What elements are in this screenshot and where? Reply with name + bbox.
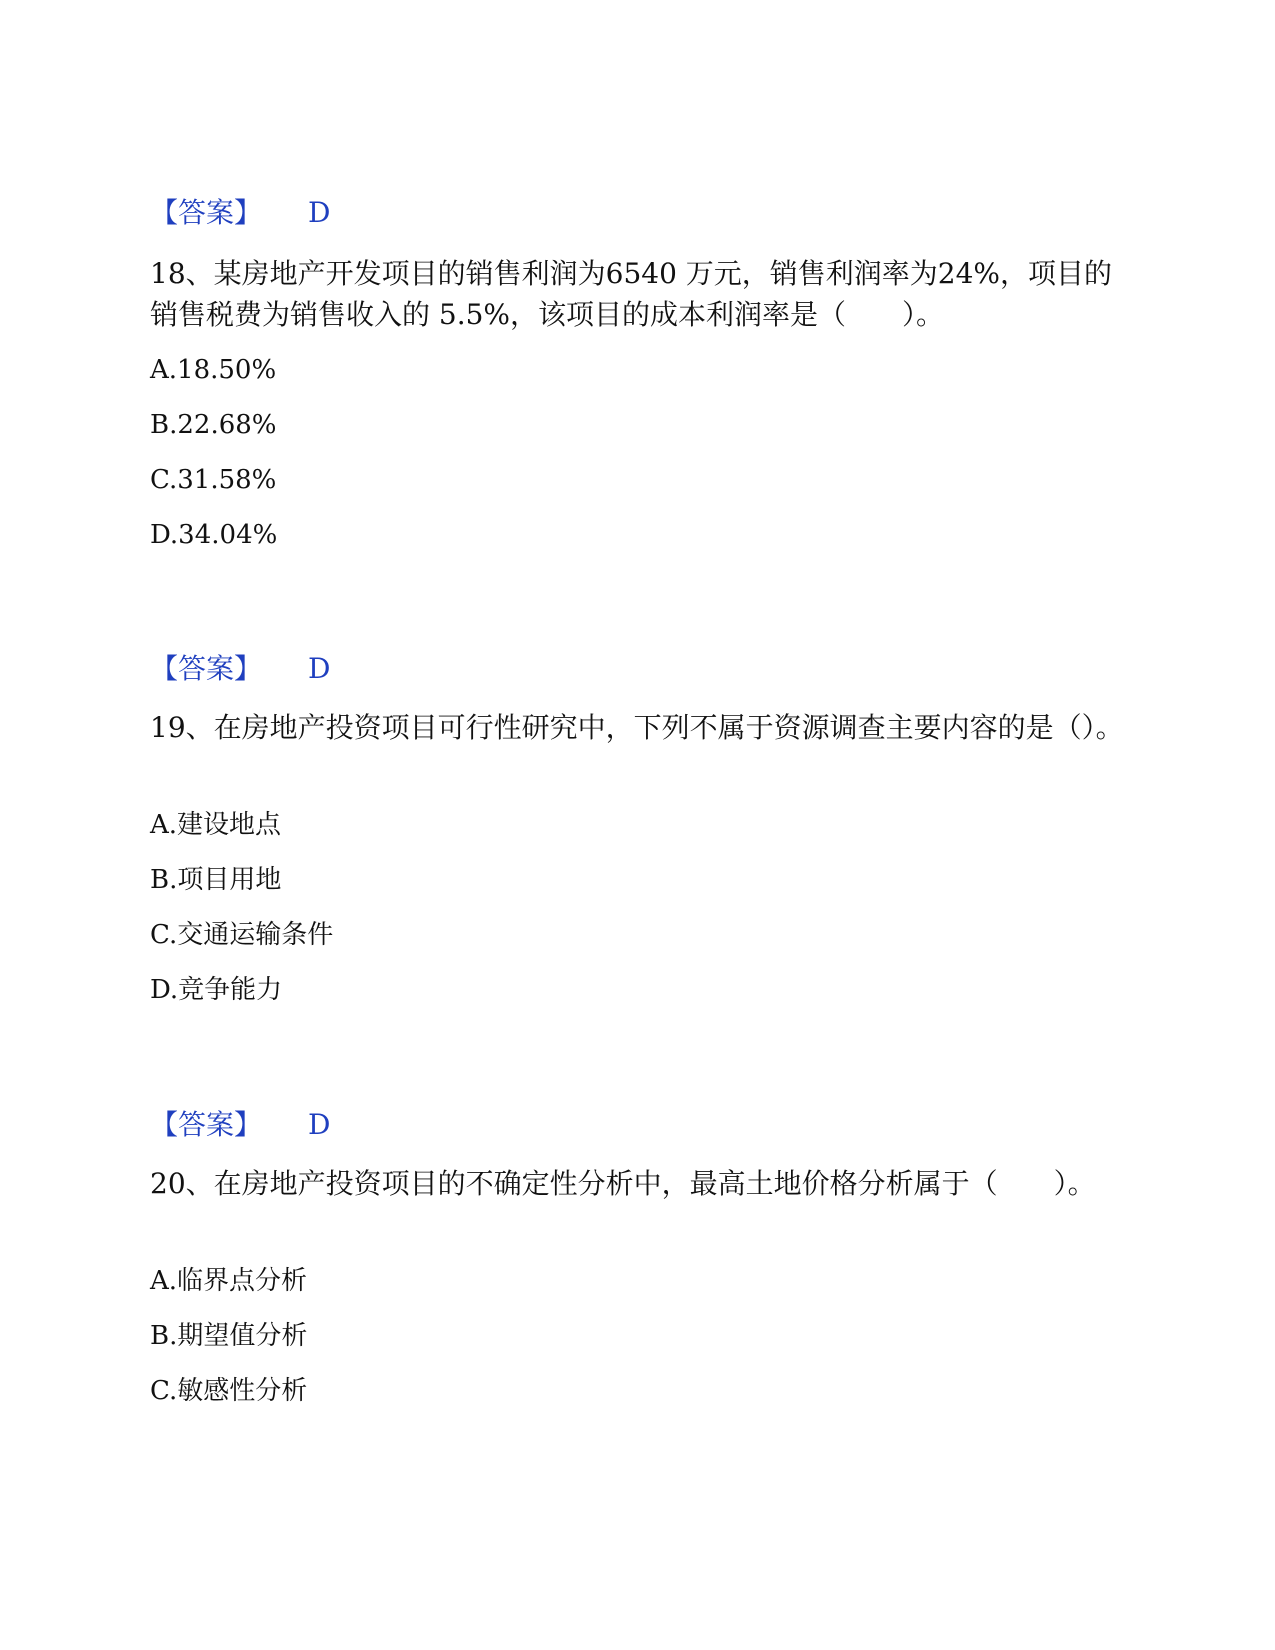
answer-line [150,652,330,686]
question-text: 18、某房地产开发项目的销售利润为6540 万元，销售利润率为24%，项目的销售税费为销售收入的 5.5%，该项目的成本利润率是（ ）。 [150,257,1113,331]
option-b: B.项目用地 [150,865,282,895]
option-c: C.31.58% [150,465,277,495]
question-text: 19、在房地产投资项目可行性研究中，下列不属于资源调查主要内容的是（）。 [150,711,1124,744]
option-c: C.敏感性分析 [150,1376,308,1406]
option-b: B.22.68% [150,410,277,440]
answer-value: D [308,196,331,229]
answer-line [150,1108,330,1142]
answer-value: D [308,1108,331,1141]
answer-line [150,196,330,230]
answer-label: 【答案】 [150,1108,263,1141]
option-b: B.期望值分析 [150,1321,308,1351]
answer-value: D [308,652,331,685]
option-d: D.竞争能力 [150,975,283,1005]
answer-label: 【答案】 [150,652,263,685]
question-text: 20、在房地产投资项目的不确定性分析中，最高土地价格分析属于（ ）。 [150,1167,1096,1200]
option-a: A.建设地点 [150,810,282,840]
option-a: A.18.50% [150,355,277,385]
answer-label: 【答案】 [150,196,263,229]
option-c: C.交通运输条件 [150,920,334,950]
option-a: A.临界点分析 [150,1266,308,1296]
option-d: D.34.04% [150,520,278,550]
